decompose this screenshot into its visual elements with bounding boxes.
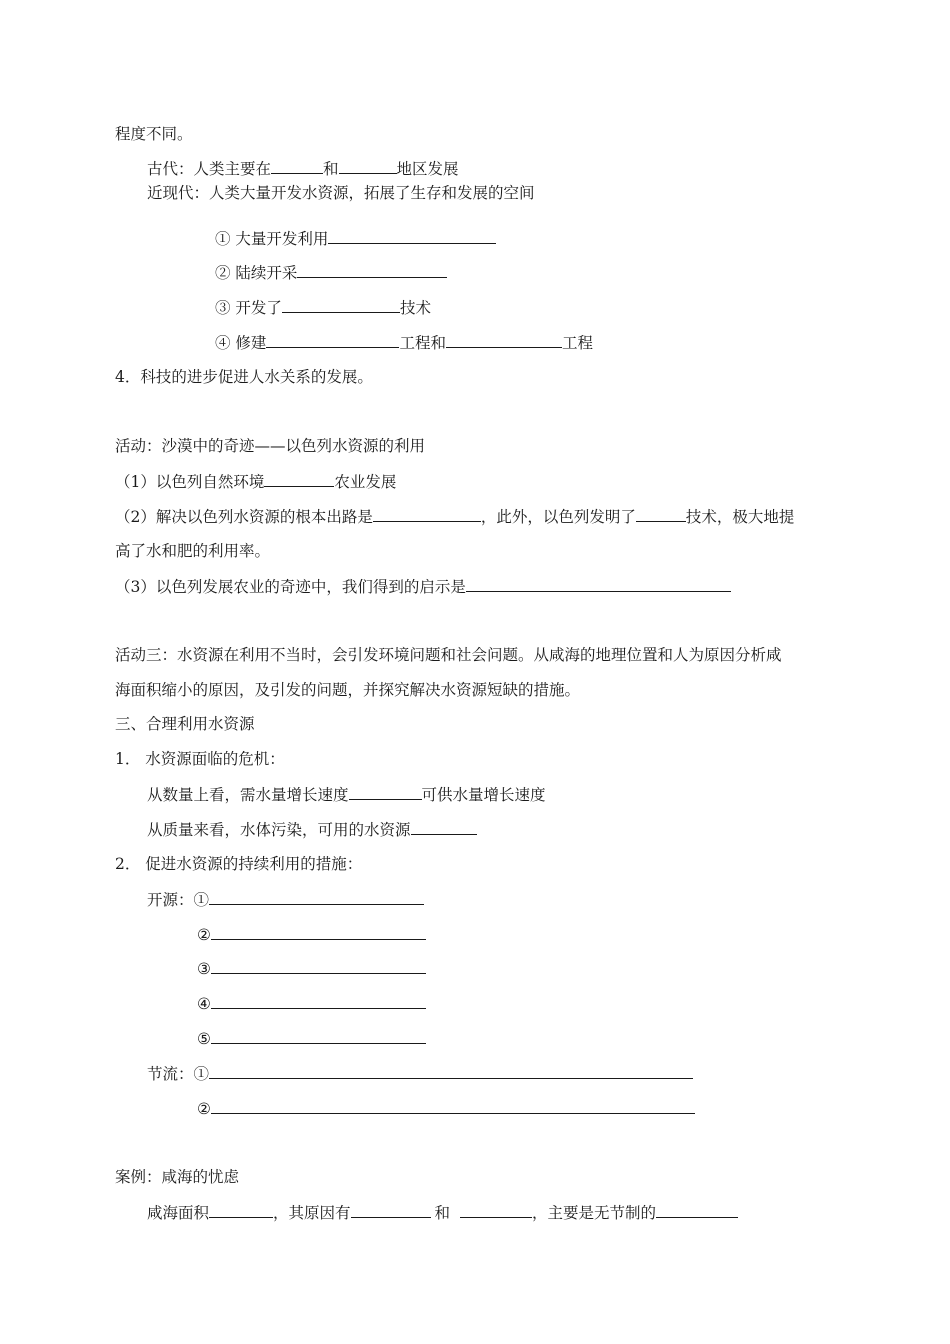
text-line: （1）以色列自然环境 农业发展 bbox=[115, 473, 397, 491]
text-line: 高了水和肥的利用率。 bbox=[115, 542, 271, 560]
blank[interactable] bbox=[211, 993, 426, 1009]
blank[interactable] bbox=[209, 889, 424, 905]
section-heading: 三、合理利用水资源 bbox=[115, 715, 255, 733]
text-line: 1． 水资源面临的危机： bbox=[115, 750, 285, 768]
blank[interactable] bbox=[349, 784, 422, 800]
text-line: 程度不同。 bbox=[115, 125, 193, 143]
text-line: 4．科技的进步促进人水关系的发展。 bbox=[115, 368, 373, 386]
text-line: ⑤ bbox=[197, 1028, 426, 1049]
text-line: 从质量来看，水体污染，可用的水资源 bbox=[147, 819, 477, 840]
blank[interactable] bbox=[351, 1202, 431, 1218]
text-line: 近现代：人类大量开发水资源，拓展了生存和发展的空间 bbox=[147, 184, 535, 202]
blank[interactable] bbox=[264, 471, 334, 487]
text-line: ④ bbox=[197, 993, 426, 1014]
text-line: 活动三：水资源在利用不当时，会引发环境问题和社会问题。从咸海的地理位置和人为原因分析咸 bbox=[115, 646, 782, 664]
blank[interactable] bbox=[656, 1202, 738, 1218]
blank[interactable] bbox=[271, 158, 323, 174]
blank[interactable] bbox=[339, 158, 397, 174]
text-line: 案例：咸海的忧虑 bbox=[115, 1168, 240, 1186]
blank[interactable] bbox=[328, 228, 496, 244]
text-line: 古代：人类主要在 和 地区发展 bbox=[147, 160, 459, 178]
blank[interactable] bbox=[209, 1063, 693, 1079]
blank[interactable] bbox=[466, 576, 731, 592]
text-line: 从数量上看，需水量增长速度 可供水量增长速度 bbox=[147, 786, 546, 804]
text-line: 节流：① bbox=[147, 1063, 693, 1084]
text-line: 2． 促进水资源的持续利用的措施： bbox=[115, 855, 363, 873]
blank[interactable] bbox=[373, 506, 481, 522]
blank[interactable] bbox=[446, 332, 562, 348]
text-line: 活动：沙漠中的奇迹——以色列水资源的利用 bbox=[115, 437, 426, 455]
text-line: （3）以色列发展农业的奇迹中，我们得到的启示是 bbox=[115, 576, 731, 597]
blank[interactable] bbox=[411, 819, 477, 835]
blank[interactable] bbox=[211, 924, 426, 940]
text-line: 咸海面积 ，其原因有 和 ，主要是无节制的 bbox=[147, 1202, 738, 1223]
text-line: （2）解决以色列水资源的根本出路是 ，此外，以色列发明了 技术，极大地提 bbox=[115, 508, 795, 526]
blank[interactable] bbox=[211, 1098, 695, 1114]
text-line: ① 大量开发利用 bbox=[215, 228, 496, 249]
text-line: ② bbox=[197, 924, 426, 945]
blank[interactable] bbox=[636, 506, 686, 522]
text-line: 开源：① bbox=[147, 889, 424, 910]
blank[interactable] bbox=[266, 332, 399, 348]
blank[interactable] bbox=[297, 262, 447, 278]
text-line: ② bbox=[197, 1098, 695, 1119]
blank[interactable] bbox=[211, 1028, 426, 1044]
text-line: ③ bbox=[197, 958, 426, 979]
text-line: ③ 开发了 技术 bbox=[215, 299, 431, 317]
blank[interactable] bbox=[282, 297, 400, 313]
blank[interactable] bbox=[460, 1202, 532, 1218]
text-line: ② 陆续开采 bbox=[215, 262, 447, 283]
blank[interactable] bbox=[211, 958, 426, 974]
blank[interactable] bbox=[209, 1202, 273, 1218]
text-line: ④ 修建 工程和 工程 bbox=[215, 334, 593, 352]
text-line: 海面积缩小的原因，及引发的问题，并探究解决水资源短缺的措施。 bbox=[115, 681, 581, 699]
